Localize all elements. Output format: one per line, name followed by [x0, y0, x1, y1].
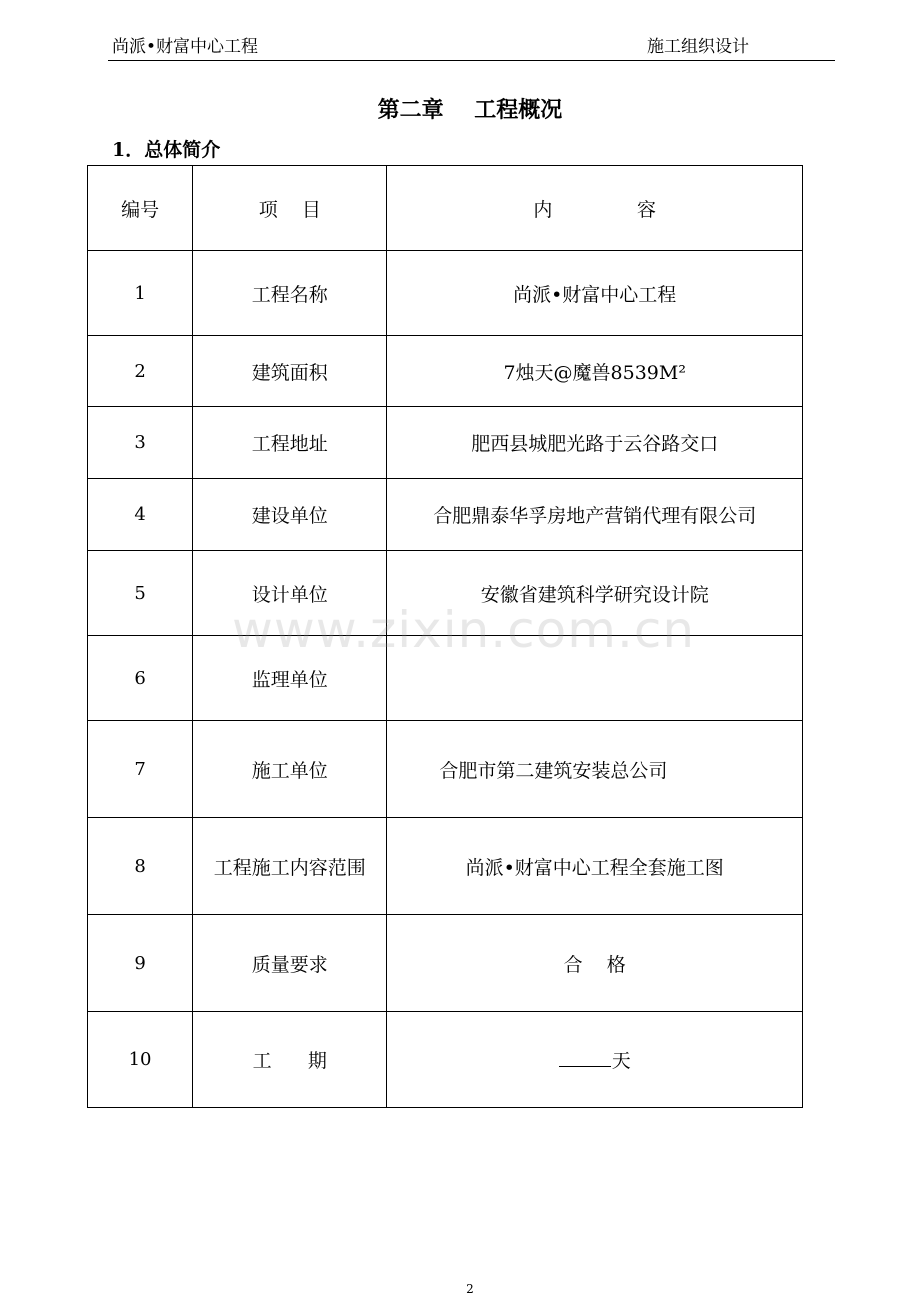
- table-row: [88, 479, 803, 551]
- row-no: 9: [88, 915, 193, 1012]
- header-cell-content: 内 容: [387, 166, 803, 251]
- table-row: [88, 818, 803, 915]
- row-content: 肥西县城肥光路于云谷路交口: [387, 407, 803, 479]
- section-title: 1．总体简介: [112, 139, 221, 161]
- header-project-name: 尚派•财富中心工程: [112, 37, 259, 57]
- fill-in-blank-line: [559, 1047, 611, 1067]
- row-content: 合肥鼎泰华孚房地产营销代理有限公司: [387, 479, 803, 551]
- row-no: 2: [88, 336, 193, 407]
- row-item: 建设单位: [193, 479, 387, 551]
- watermark: www.zixin.com.cn: [232, 601, 696, 659]
- table-row: [88, 915, 803, 1012]
- header-cell-no: 编号: [88, 166, 193, 251]
- table-row: [88, 407, 803, 479]
- row-content: 尚派•财富中心工程全套施工图: [387, 818, 803, 915]
- table-row: [88, 251, 803, 336]
- table-row: [88, 551, 803, 636]
- row-no: 5: [88, 551, 193, 636]
- row-no: 4: [88, 479, 193, 551]
- row-content: 7烛天@魔兽8539M²: [387, 336, 803, 407]
- row-item: 质量要求: [193, 915, 387, 1012]
- table-header-row: [88, 166, 803, 251]
- row-content: [387, 636, 803, 721]
- row-no: 10: [88, 1012, 193, 1108]
- row-content: 合肥市第二建筑安装总公司: [387, 721, 803, 818]
- row-item: 施工单位: [193, 721, 387, 818]
- project-overview-table: [87, 165, 803, 1108]
- row-no: 7: [88, 721, 193, 818]
- table-row: [88, 336, 803, 407]
- row-item: 工程地址: [193, 407, 387, 479]
- duration-unit: 天: [611, 1050, 631, 1072]
- row-item: 设计单位: [193, 551, 387, 636]
- header-document-type: 施工组织设计: [647, 37, 749, 57]
- row-no: 6: [88, 636, 193, 721]
- row-item: 工程名称: [193, 251, 387, 336]
- row-content: 尚派•财富中心工程: [387, 251, 803, 336]
- page-number: 2: [466, 1282, 474, 1296]
- row-content-duration: [387, 1012, 803, 1108]
- row-no: 1: [88, 251, 193, 336]
- row-no: 8: [88, 818, 193, 915]
- row-content: 安徽省建筑科学研究设计院: [387, 551, 803, 636]
- row-item: 工程施工内容范围: [193, 818, 387, 915]
- table-row: [88, 1012, 803, 1108]
- row-item: 建筑面积: [193, 336, 387, 407]
- header-rule: [108, 60, 835, 61]
- row-item: 监理单位: [193, 636, 387, 721]
- row-content: 合 格: [387, 915, 803, 1012]
- chapter-title: 第二章 工程概况: [377, 97, 563, 123]
- table-row: [88, 721, 803, 818]
- row-item: 工 期: [193, 1012, 387, 1108]
- header-cell-item: 项 目: [193, 166, 387, 251]
- table-row: [88, 636, 803, 721]
- row-no: 3: [88, 407, 193, 479]
